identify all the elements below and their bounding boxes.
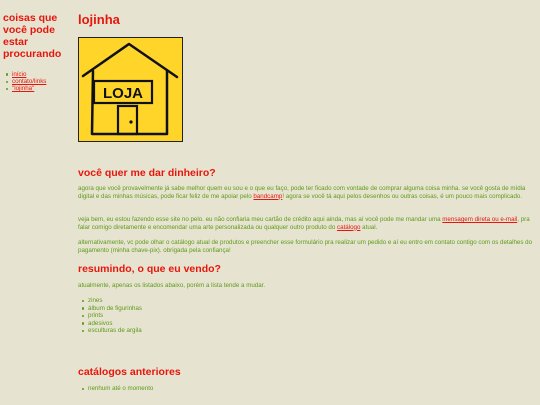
products-list [88, 297, 142, 335]
list-item: adesivos [88, 320, 142, 328]
section-heading-vendo: resumindo, o que eu vendo? [78, 263, 221, 275]
paragraph-intro [78, 185, 536, 200]
list-item: zines [88, 297, 142, 305]
section-heading-catalogos: catálogos anteriores [78, 366, 181, 378]
sidebar-link-lojinha[interactable]: "lojinha" [12, 85, 35, 93]
list-item: álbum de figurinhas [88, 304, 143, 312]
paragraph-contact-text: veja bem, eu estou fazendo esse site no pelo. eu não confiaria meu cartão de crédito aqui ainda, mas aí você pode me mandar uma [78, 216, 441, 223]
bandcamp-link[interactable]: bandcamp [253, 192, 283, 200]
paragraph-contact-mid: , pra falar comigo diretamente e encomendar uma arte personalizada ou qualquer outro produto do [78, 216, 530, 231]
paragraph-current: atualmente, apenas os listados abaixo, porém a lista tende a mudar. [78, 282, 266, 289]
paragraph-contact-after: atual. [360, 223, 378, 231]
sidebar-item-inicio [12, 71, 73, 78]
sidebar-item-contato [12, 78, 73, 85]
loja-logo [78, 37, 183, 142]
paragraph-intro-text: agora que você provavelmente já sabe melhor quem eu sou e o que eu faço, pode ter ficado com vontade de comprar alguma coisa minha. se você gosta de mídia digital e das minhas músicas, pode ficar feliz de me apoiar pelo [78, 185, 526, 200]
sidebar-nav [3, 71, 73, 93]
paragraph-contact [78, 216, 536, 231]
sidebar [3, 12, 73, 93]
catalog-link[interactable]: catálogo [337, 223, 361, 231]
section-heading-dinheiro: você quer me dar dinheiro? [78, 167, 216, 179]
sidebar-title: coisas que você pode estar procurando [3, 12, 62, 60]
logo-text: LOJA [102, 85, 144, 102]
paragraph-alternative: alternativamente, vc pode olhar o catálogo atual de produtos e preencher esse formulário pra realizar um pedido e aí eu entro em contato contigo com os detalhes do pagamento (minha chave-pix). obrigada pela confiança! [78, 239, 533, 254]
sidebar-link-inicio[interactable]: início [12, 71, 27, 78]
house-drawing-icon [79, 38, 182, 141]
list-item: esculturas de argila [88, 327, 142, 335]
sidebar-item-lojinha [12, 85, 73, 92]
direct-message-link[interactable]: mensagem direta ou e-mail [442, 216, 518, 223]
sidebar-link-contato[interactable]: contato/links [12, 78, 47, 86]
paragraph-intro-after: ! agora se você tá aqui pelos desenhos ou outras coisas, é um pouco mais complicado. [282, 192, 523, 200]
list-item: prints [88, 312, 142, 320]
page-title: lojinha [78, 12, 120, 27]
past-catalogs-list [88, 385, 153, 393]
list-item: nenhum até o momento [88, 385, 154, 392]
